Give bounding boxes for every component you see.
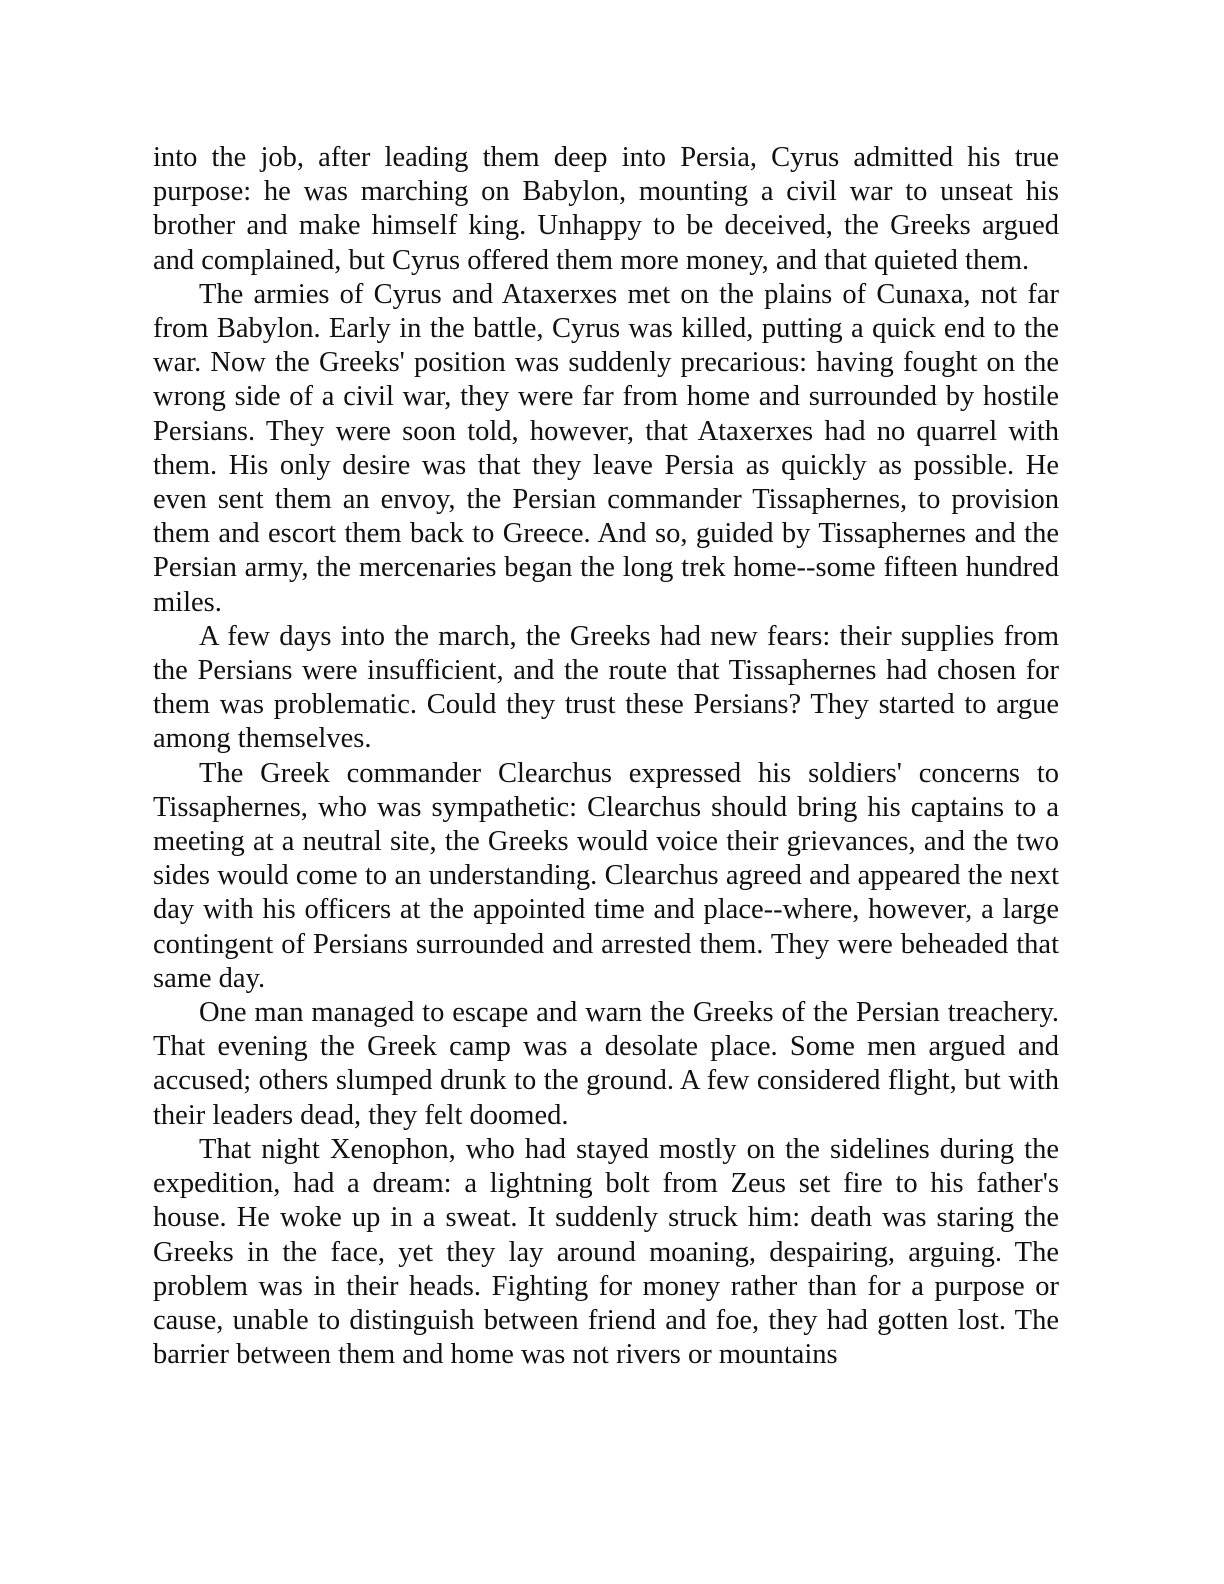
page-body [153, 141, 1059, 1372]
paragraph-battle-of-cunaxa: The armies of Cyrus and Ataxerxes met on the plains of Cunaxa, not far from Babylon. Early in the battle, Cyrus was killed, putting a quick end to the war. Now the Greeks' position was suddenly precarious: having fought on the wrong side of a civil war, they were far from home and surrounded by hostile Persians. They were soon told, however, that Ataxerxes had no quarrel with them. His only desire was that they leave Persia as quickly as possible. He even sent them an envoy, the Persian commander Tissaphernes, to provision them and escort them back to Greece. And so, guided by Tissaphernes and the Persian army, the mercenaries began the long trek home--some fifteen hundred miles. [153, 278, 1059, 618]
paragraph-escape-warning: One man managed to escape and warn the Greeks of the Persian treachery. That evening the Greek camp was a desolate place. Some men argued and accused; others slumped drunk to the ground. A few considered flight, but with their leaders dead, they felt doomed. [153, 997, 1059, 1131]
paragraph-continuation: into the job, after leading them deep into Persia, Cyrus admitted his true purpose: he was marching on Babylon, mounting a civil war to unseat his brother and make himself king. Unhappy to be deceived, the Greeks argued and complained, but Cyrus offered them more money, and that quieted them. [153, 142, 1059, 276]
paragraph-march-fears: A few days into the march, the Greeks had new fears: their supplies from the Persians were insufficient, and the route that Tissaphernes had chosen for them was problematic. Could they trust these Persians? They started to argue among themselves. [153, 620, 1059, 755]
paragraph-xenophon-dream: That night Xenophon, who had stayed mostly on the sidelines during the expedition, had a dream: a lightning bolt from Zeus set fire to his father's house. He woke up in a sweat. It suddenly struck him: death was staring the Greeks in the face, yet they lay around moaning, despairing, arguing. The problem was in their heads. Fighting for money rather than for a purpose or cause, unable to distinguish between friend and foe, they had gotten lost. The barrier between them and home was not rivers or mountains [153, 1133, 1059, 1371]
paragraph-clearchus-meeting: The Greek commander Clearchus expressed his soldiers' concerns to Tissaphernes, who was sympathetic: Clearchus should bring his captains to a meeting at a neutral site, the Greeks would voice their grievances, and the two sides would come to an understanding. Clearchus agreed and appeared the next day with his officers at the appointed time and place--where, however, a large contingent of Persians surrounded and arrested them. They were beheaded that same day. [153, 757, 1059, 994]
